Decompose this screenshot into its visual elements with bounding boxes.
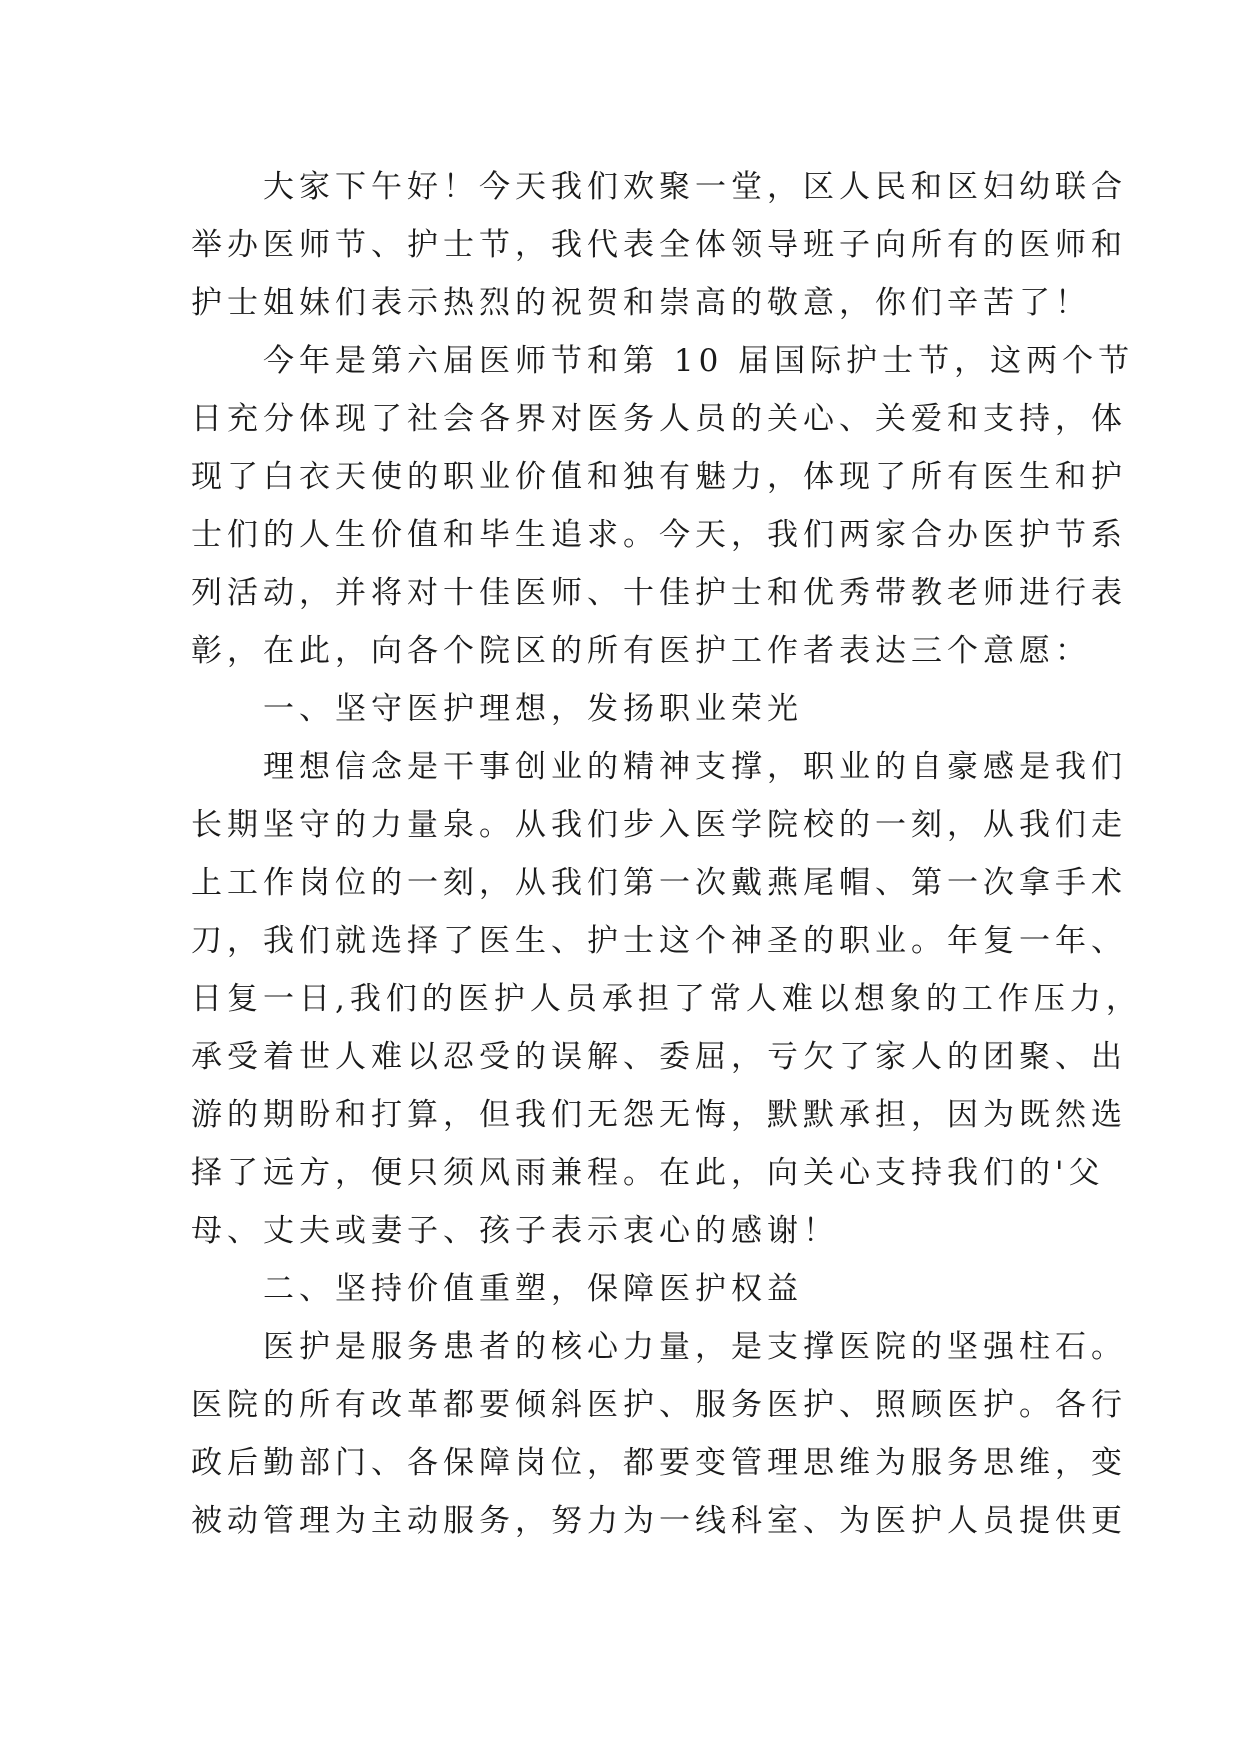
text-line: 刀，我们就选择了医生、护士这个神圣的职业。年复一年、 [191,923,1127,959]
text-line: 母、丈夫或妻子、孩子表示衷心的感谢！ [191,1213,839,1249]
text-line: 医院的所有改革都要倾斜医护、服务医护、照顾医护。各行 [191,1387,1127,1423]
document-body [191,158,1142,1550]
text-line: 理想信念是干事创业的精神支撑，职业的自豪感是我们 [191,749,1127,785]
text-line: 被动管理为主动服务，努力为一线科室、为医护人员提供更 [191,1503,1127,1539]
text-line: 护士姐妹们表示热烈的祝贺和崇高的敬意，你们辛苦了！ [191,285,1091,321]
text-line: 长期坚守的力量泉。从我们步入医学院校的一刻，从我们走 [191,807,1127,843]
section-heading: 二、坚持价值重塑，保障医护权益 [191,1271,803,1307]
text-line: 政后勤部门、各保障岗位，都要变管理思维为服务思维，变 [191,1445,1127,1481]
section-heading: 一、坚守医护理想，发扬职业荣光 [191,691,803,727]
text-line: 举办医师节、护士节，我代表全体领导班子向所有的医师和 [191,227,1127,263]
text-line: 上工作岗位的一刻，从我们第一次戴燕尾帽、第一次拿手术 [191,865,1127,901]
text-line: 日充分体现了社会各界对医务人员的关心、关爱和支持，体 [191,401,1127,437]
text-line: 承受着世人难以忍受的误解、委屈，亏欠了家人的团聚、出 [191,1039,1127,1075]
text-line: 大家下午好！今天我们欢聚一堂，区人民和区妇幼联合 [191,169,1127,205]
text-line: 列活动，并将对十佳医师、十佳护士和优秀带教老师进行表 [191,575,1127,611]
text-line: 彰，在此，向各个院区的所有医护工作者表达三个意愿： [191,633,1091,669]
text-line: 医护是服务患者的核心力量，是支撑医院的坚强柱石。 [191,1329,1127,1365]
text-line: 现了白衣天使的职业价值和独有魅力，体现了所有医生和护 [191,459,1127,495]
text-line: 士们的人生价值和毕生追求。今天，我们两家合办医护节系 [191,517,1127,553]
text-line: 择了远方，便只须风雨兼程。在此，向关心支持我们的'父 [191,1155,1105,1191]
text-line: 游的期盼和打算，但我们无怨无悔，默默承担，因为既然选 [191,1097,1127,1133]
text-line: 日复一日,我们的医护人员承担了常人难以想象的工作压力， [191,981,1142,1017]
text-line: 今年是第六届医师节和第 10 届国际护士节，这两个节 [191,343,1135,379]
